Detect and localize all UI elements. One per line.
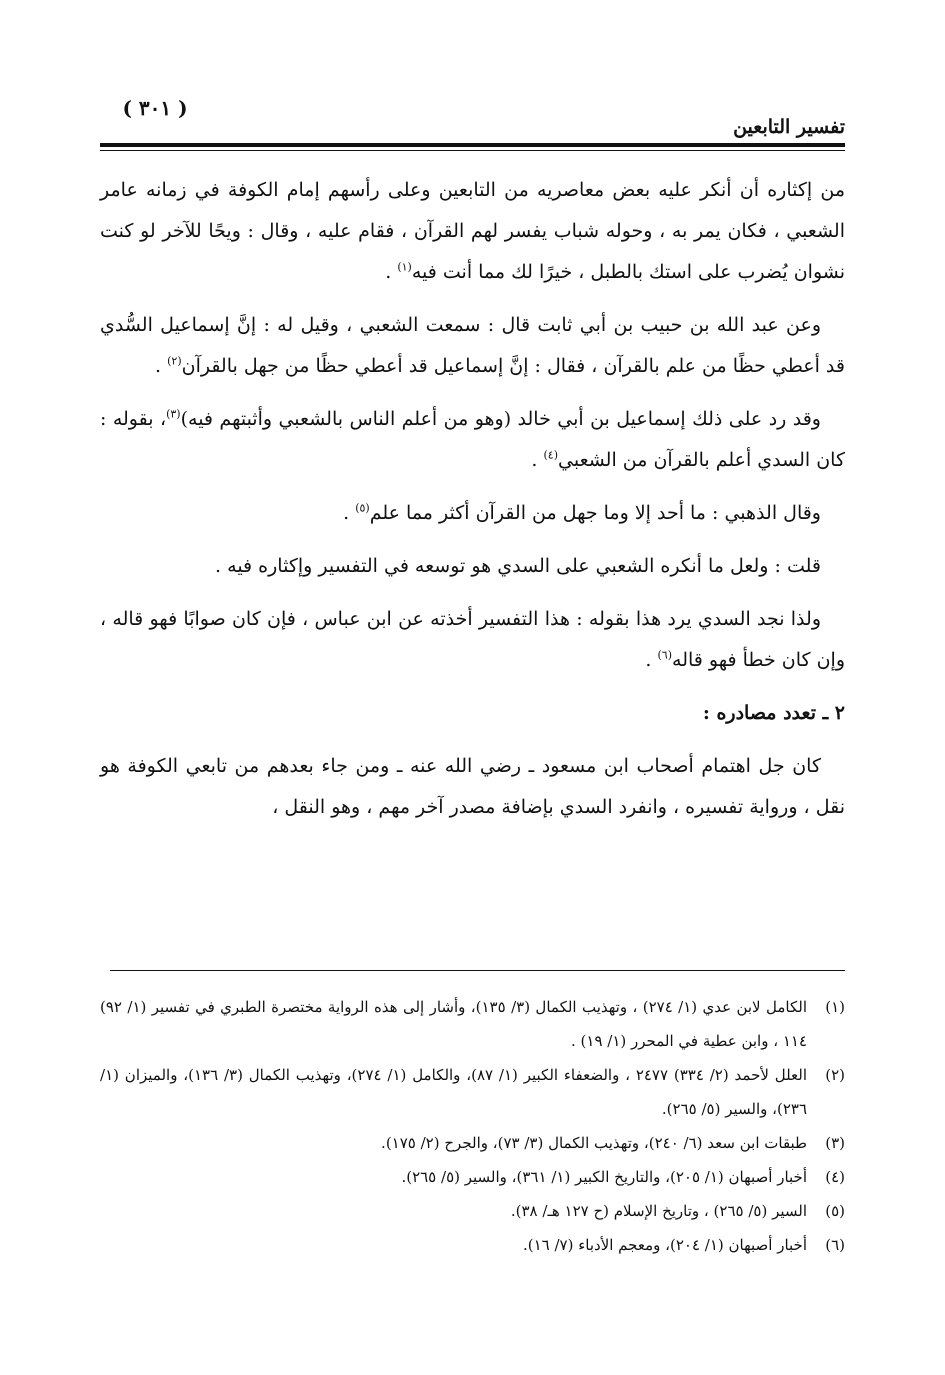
main-text [100, 170, 845, 840]
footnote-marker: (٤) [543, 448, 558, 462]
paragraph-5 [100, 546, 845, 587]
footnote-number: (٦) [825, 1236, 845, 1254]
footnote-marker: (٥) [355, 501, 370, 515]
footnote-marker: (٦) [657, 648, 673, 662]
paragraph-1 [100, 170, 845, 293]
paragraph-end: . [645, 649, 658, 671]
paragraph-end: . [531, 449, 544, 471]
footnote-1 [100, 990, 845, 1058]
footnote-text: طبقات ابن سعد (٦/ ٢٤٠)، وتهذيب الكمال (٣/ ٧٣)، والجرح (٢/ ١٧٥). [381, 1134, 807, 1152]
paragraph-7 [100, 746, 845, 828]
paragraph-3 [100, 399, 845, 481]
paragraph-end: . [343, 502, 356, 524]
footnote-text: الكامل لابن عدي (١/ ٢٧٤) ، وتهذيب الكمال (٣/ ١٣٥)، وأشار إلى هذه الرواية مختصرة الطبري في تفسير (١/ ٩٢) ١١٤ ، وابن عطية في المحرر (١/ ١٩) . [100, 998, 807, 1050]
paragraph-text: وقد رد على ذلك إسماعيل بن أبي خالد (وهو من أعلم الناس بالشعبي وأثبتهم فيه) [180, 408, 821, 430]
footnote-text: أخبار أصبهان (١/ ٢٠٥)، والتاريخ الكبير (١/ ٣٦١)، والسير (٥/ ٢٦٥). [401, 1168, 807, 1186]
paragraph-text: من إكثاره أن أنكر عليه بعض معاصريه من التابعين وعلى رأسهم إمام الكوفة في زمانه عامر الشعبي ، فكان يمر به ، وحوله شباب يفسر لهم القرآن ، فقام عليه ، وقال : ويحًا للآخر لو كنت نشوان يُضرب على استك بالطبل ، خيرًا لك مما أنت فيه [100, 179, 845, 283]
footnote-6 [100, 1228, 845, 1262]
footnote-5 [100, 1194, 845, 1228]
footnote-text: السير (٥/ ٢٦٥) ، وتاريخ الإسلام (ح ١٢٧ هـ/ ٣٨). [510, 1202, 807, 1220]
paragraph-6 [100, 599, 845, 681]
footnote-number: (٤) [825, 1168, 845, 1186]
paragraph-2 [100, 305, 845, 387]
footnote-text: أخبار أصبهان (١/ ٢٠٤)، ومعجم الأدباء (٧/ ١٦). [522, 1236, 807, 1254]
footnote-4 [100, 1160, 845, 1194]
paragraph-end: . [385, 261, 398, 283]
paragraph-text: ، بقوله : كان السدي أعلم بالقرآن من الشعبي [100, 408, 845, 471]
paragraph-text: وقال الذهبي : ما أحد إلا وما جهل من القرآن أكثر مما علم [369, 502, 821, 524]
paragraph-text: كان جل اهتمام أصحاب ابن مسعود ـ رضي الله عنه ـ ومن جاء بعدهم من تابعي الكوفة هو نقل ، ورواية تفسيره ، وانفرد السدي بإضافة مصدر آخر مهم ، وهو النقل ، [100, 755, 845, 818]
footnote-number: (٣) [825, 1134, 845, 1152]
running-title: تفسير التابعين [733, 116, 845, 138]
paragraph-text: قلت : ولعل ما أنكره الشعبي على السدي هو توسعه في التفسير وإكثاره فيه . [215, 555, 821, 577]
footnote-text: العلل لأحمد (٢/ ٣٣٤) ٢٤٧٧ ، والضعفاء الكبير (١/ ٨٧)، والكامل (١/ ٢٧٤)، وتهذيب الكمال (٣/ ١٣٦)، والميزان (١/ ٢٣٦)، والسير (٥/ ٢٦٥). [100, 1066, 808, 1118]
header-rule-thick [100, 143, 845, 147]
paragraph-end: . [155, 355, 168, 377]
section-heading: ٢ ـ تعدد مصادره : [702, 702, 845, 724]
footnote-marker: (١) [397, 260, 412, 274]
footnote-marker: (٢) [167, 354, 182, 368]
footnote-2 [100, 1058, 845, 1126]
paragraph-4 [100, 493, 845, 534]
footnote-number: (٢) [825, 1066, 845, 1084]
paragraph-text: ولذا نجد السدي يرد هذا بقوله : هذا التفسير أخذته عن ابن عباس ، فإن كان صوابًا فهو قاله ، وإن كان خطأ فهو قاله [100, 608, 845, 671]
footnotes [100, 990, 845, 1262]
footnote-number: (١) [825, 998, 845, 1016]
header-rule-thin [100, 150, 845, 151]
page-number: ( ٣٠١ ) [122, 96, 188, 120]
footnote-divider [110, 970, 845, 971]
footnote-3 [100, 1126, 845, 1160]
footnote-number: (٥) [825, 1202, 845, 1220]
paragraph-text: وعن عبد الله بن حبيب بن أبي ثابت قال : سمعت الشعبي ، وقيل له : إنَّ إسماعيل السُّدي قد أعطي حظًا من علم بالقرآن ، فقال : إنَّ إسماعيل قد أعطي حظًا من جهل بالقرآن [100, 314, 845, 377]
footnote-marker: (٣) [166, 407, 181, 421]
